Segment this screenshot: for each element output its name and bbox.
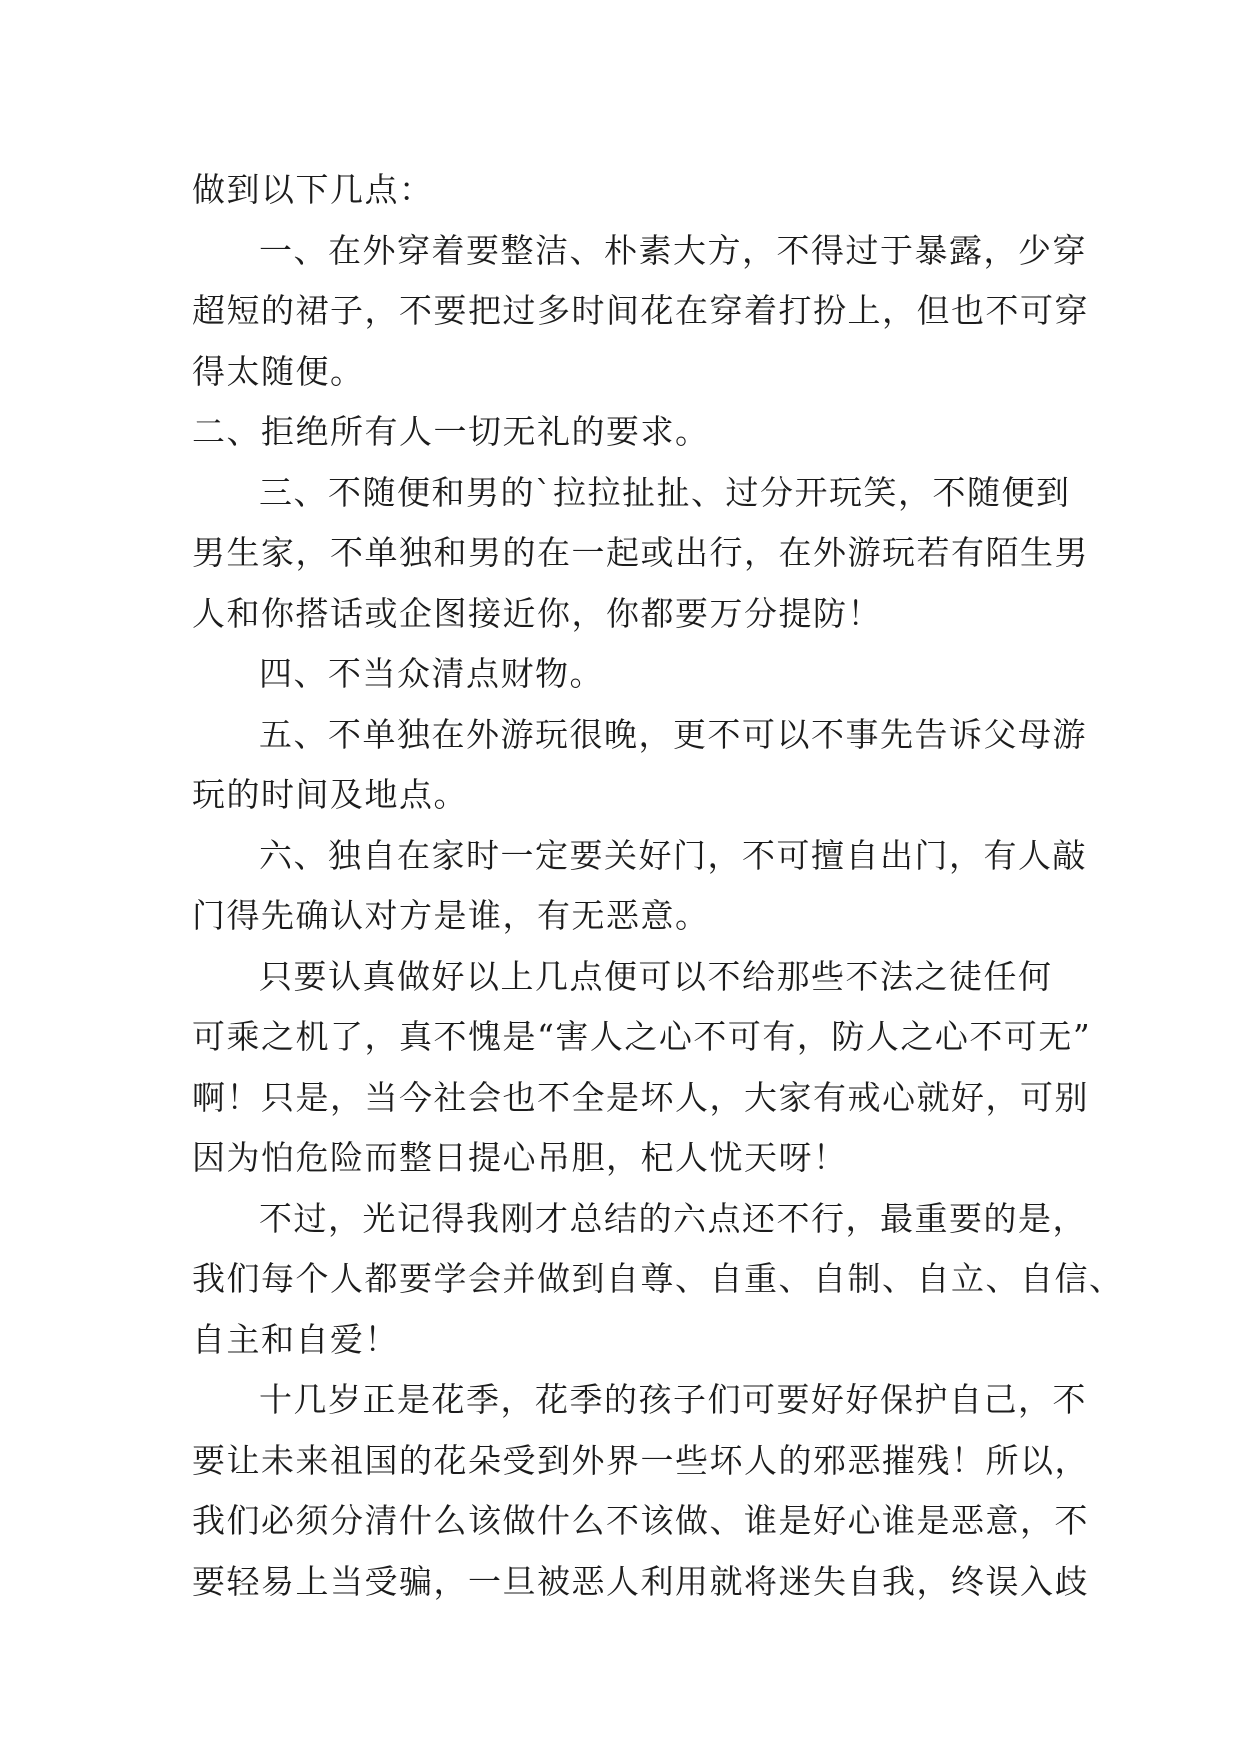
text-line: 十几岁正是花季，花季的孩子们可要好好保护自己，不 bbox=[259, 1380, 1087, 1419]
text-line: 人和你搭话或企图接近你，你都要万分提防！ bbox=[192, 593, 882, 633]
text-line: 三、不随便和男的`拉拉扯扯、过分开玩笑，不随便到 bbox=[259, 472, 1071, 512]
text-line: 六、独自在家时一定要关好门，不可擅自出门，有人敲 bbox=[259, 835, 1087, 875]
text-line: 要让未来祖国的花朵受到外界一些坏人的邪恶摧残！所以， bbox=[192, 1440, 1089, 1480]
text-line: 做到以下几点： bbox=[192, 170, 434, 209]
text-line: 玩的时间及地点。 bbox=[192, 775, 468, 814]
text-line: 啊！只是，当今社会也不全是坏人，大家有戒心就好，可别 bbox=[192, 1077, 1089, 1117]
text-line: 我们每个人都要学会并做到自尊、自重、自制、自立、自信、 bbox=[192, 1259, 1124, 1298]
text-line: 自主和自爱！ bbox=[192, 1319, 399, 1359]
text-line: 门得先确认对方是谁，有无恶意。 bbox=[192, 896, 710, 935]
text-line: 一、在外穿着要整洁、朴素大方，不得过于暴露，少穿 bbox=[259, 230, 1087, 270]
text-line: 不过，光记得我刚才总结的六点还不行，最重要的是， bbox=[259, 1198, 1087, 1238]
text-line: 只要认真做好以上几点便可以不给那些不法之徒任何 bbox=[259, 956, 1053, 996]
text-line: 男生家，不单独和男的在一起或出行，在外游玩若有陌生男 bbox=[192, 533, 1089, 572]
text-line: 超短的裙子，不要把过多时间花在穿着打扮上，但也不可穿 bbox=[192, 291, 1089, 330]
text-line: 得太随便。 bbox=[192, 351, 365, 391]
text-line: 二、拒绝所有人一切无礼的要求。 bbox=[192, 412, 710, 451]
text-line: 我们必须分清什么该做什么不该做、谁是好心谁是恶意，不 bbox=[192, 1501, 1089, 1540]
document-body bbox=[192, 160, 1124, 1612]
text-line: 五、不单独在外游玩很晚，更不可以不事先告诉父母游 bbox=[259, 714, 1087, 754]
text-line: 因为怕危险而整日提心吊胆，杞人忧天呀！ bbox=[192, 1138, 848, 1177]
text-line: 可乘之机了，真不愧是“害人之心不可有，防人之心不可无” bbox=[192, 1017, 1092, 1056]
text-line: 要轻易上当受骗，一旦被恶人利用就将迷失自我，终误入歧 bbox=[192, 1561, 1089, 1601]
text-line: 四、不当众清点财物。 bbox=[259, 654, 604, 693]
